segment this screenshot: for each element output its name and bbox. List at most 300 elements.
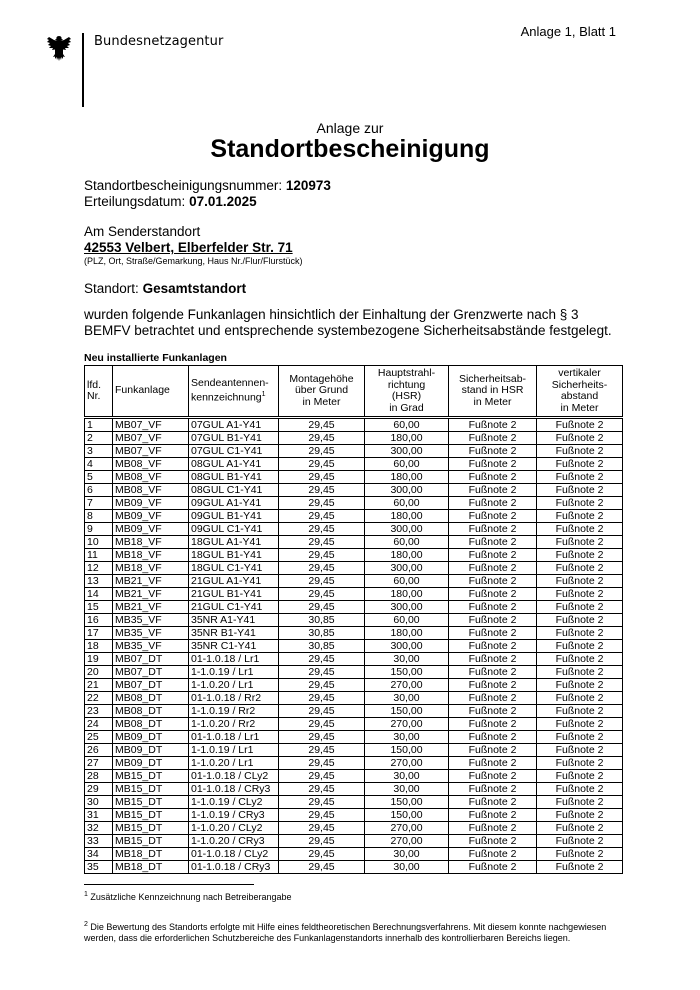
cell-nr: 4 bbox=[85, 458, 113, 471]
cell-kennzeichnung: 01-1.0.18 / CLy2 bbox=[189, 848, 279, 861]
table-row bbox=[85, 692, 623, 705]
cell-kennzeichnung: 07GUL B1-Y41 bbox=[189, 432, 279, 445]
cell-hoehe: 29,45 bbox=[279, 471, 365, 484]
cell-kennzeichnung: 21GUL B1-Y41 bbox=[189, 588, 279, 601]
cell-anlage: MB18_VF bbox=[113, 549, 189, 562]
table-row bbox=[85, 588, 623, 601]
site-block bbox=[84, 224, 303, 267]
cell-hsr: 270,00 bbox=[365, 679, 449, 692]
footnote-2 bbox=[84, 919, 624, 944]
title-prefix: Anlage zur bbox=[316, 120, 384, 136]
table-row bbox=[85, 705, 623, 718]
cell-hsr: 300,00 bbox=[365, 523, 449, 536]
col-header-kenn-line1: Sendeantennen- bbox=[191, 376, 269, 389]
cell-hoehe: 29,45 bbox=[279, 757, 365, 770]
standort-line bbox=[84, 281, 246, 296]
cell-sicherheitsabstand: Fußnote 2 bbox=[449, 757, 537, 770]
cell-kennzeichnung: 08GUL C1-Y41 bbox=[189, 484, 279, 497]
table-row bbox=[85, 510, 623, 523]
cell-nr: 19 bbox=[85, 653, 113, 666]
cell-anlage: MB15_DT bbox=[113, 809, 189, 822]
cell-hoehe: 29,45 bbox=[279, 692, 365, 705]
cell-anlage: MB09_VF bbox=[113, 510, 189, 523]
cell-nr: 10 bbox=[85, 536, 113, 549]
cell-hoehe: 29,45 bbox=[279, 848, 365, 861]
cell-hsr: 150,00 bbox=[365, 666, 449, 679]
col-header-hoehe-line2: über Grund bbox=[294, 384, 349, 397]
cell-kennzeichnung: 01-1.0.18 / CRy3 bbox=[189, 783, 279, 796]
cell-sicherheitsabstand: Fußnote 2 bbox=[449, 770, 537, 783]
issue-date-label: Erteilungsdatum: bbox=[84, 194, 186, 209]
table-row bbox=[85, 666, 623, 679]
cell-hoehe: 29,45 bbox=[279, 861, 365, 874]
cell-nr: 1 bbox=[85, 418, 113, 432]
cell-hoehe: 29,45 bbox=[279, 562, 365, 575]
cell-hsr: 30,00 bbox=[365, 653, 449, 666]
cell-vertikal: Fußnote 2 bbox=[537, 458, 623, 471]
cell-kennzeichnung: 1-1.0.19 / CLy2 bbox=[189, 796, 279, 809]
cell-sicherheitsabstand: Fußnote 2 bbox=[449, 432, 537, 445]
cell-sicherheitsabstand: Fußnote 2 bbox=[449, 744, 537, 757]
cell-hsr: 300,00 bbox=[365, 601, 449, 614]
cell-kennzeichnung: 1-1.0.20 / CLy2 bbox=[189, 822, 279, 835]
cell-hsr: 270,00 bbox=[365, 718, 449, 731]
table-body bbox=[85, 418, 623, 874]
cell-hoehe: 29,45 bbox=[279, 783, 365, 796]
cell-vertikal: Fußnote 2 bbox=[537, 549, 623, 562]
cell-nr: 23 bbox=[85, 705, 113, 718]
cell-anlage: MB15_DT bbox=[113, 796, 189, 809]
cell-hoehe: 29,45 bbox=[279, 718, 365, 731]
cell-anlage: MB35_VF bbox=[113, 640, 189, 653]
cell-kennzeichnung: 18GUL C1-Y41 bbox=[189, 562, 279, 575]
footnote-1-text: Zusätzliche Kennzeichnung nach Betreiberangabe bbox=[90, 892, 292, 902]
cell-nr: 24 bbox=[85, 718, 113, 731]
table-row bbox=[85, 796, 623, 809]
cell-anlage: MB09_DT bbox=[113, 744, 189, 757]
cell-nr: 18 bbox=[85, 640, 113, 653]
footnote-2-text: Die Bewertung des Standorts erfolgte mit Hilfe eines feldtheoretischen Berechnungsverfahrens. Mit diesem konnte nachgewiesen werden, dass die erforderlichen Schutzbereiche des Funkanlagenstandorts innerhalb des kontrollierbaren Bereichs liegen. bbox=[84, 922, 607, 943]
col-header-nr bbox=[85, 366, 113, 418]
col-header-sicherheitsabstand bbox=[449, 366, 537, 418]
col-header-hoehe-line1: Montagehöhe bbox=[289, 372, 354, 385]
col-header-hsr-line1: Hauptstrahl- bbox=[377, 367, 436, 379]
cell-vertikal: Fußnote 2 bbox=[537, 497, 623, 510]
table-row bbox=[85, 653, 623, 666]
cell-hsr: 300,00 bbox=[365, 562, 449, 575]
table-row bbox=[85, 848, 623, 861]
cell-kennzeichnung: 08GUL A1-Y41 bbox=[189, 458, 279, 471]
cell-sicherheitsabstand: Fußnote 2 bbox=[449, 497, 537, 510]
cell-nr: 25 bbox=[85, 731, 113, 744]
cell-anlage: MB21_VF bbox=[113, 575, 189, 588]
annex-reference: Anlage 1, Blatt 1 bbox=[520, 24, 616, 39]
cell-sicherheitsabstand: Fußnote 2 bbox=[449, 848, 537, 861]
cell-vertikal: Fußnote 2 bbox=[537, 510, 623, 523]
cell-hsr: 60,00 bbox=[365, 575, 449, 588]
cell-vertikal: Fußnote 2 bbox=[537, 835, 623, 848]
cell-hsr: 150,00 bbox=[365, 796, 449, 809]
cell-sicherheitsabstand: Fußnote 2 bbox=[449, 614, 537, 627]
cell-kennzeichnung: 35NR A1-Y41 bbox=[189, 614, 279, 627]
cell-anlage: MB21_VF bbox=[113, 588, 189, 601]
cell-anlage: MB07_VF bbox=[113, 418, 189, 432]
cell-vertikal: Fußnote 2 bbox=[537, 575, 623, 588]
cell-hsr: 300,00 bbox=[365, 640, 449, 653]
footnote-1 bbox=[84, 891, 292, 902]
cell-vertikal: Fußnote 2 bbox=[537, 731, 623, 744]
cell-hoehe: 29,45 bbox=[279, 445, 365, 458]
cell-hsr: 150,00 bbox=[365, 705, 449, 718]
cell-kennzeichnung: 01-1.0.18 / Rr2 bbox=[189, 692, 279, 705]
cell-anlage: MB07_DT bbox=[113, 679, 189, 692]
issue-date-line bbox=[84, 194, 331, 210]
table-row bbox=[85, 562, 623, 575]
table-row bbox=[85, 575, 623, 588]
cell-nr: 11 bbox=[85, 549, 113, 562]
certificate-meta bbox=[84, 178, 331, 210]
cell-kennzeichnung: 1-1.0.20 / Rr2 bbox=[189, 718, 279, 731]
cell-sicherheitsabstand: Fußnote 2 bbox=[449, 562, 537, 575]
cell-anlage: MB08_VF bbox=[113, 484, 189, 497]
table-row bbox=[85, 432, 623, 445]
cell-hsr: 60,00 bbox=[365, 418, 449, 432]
site-address: 42553 Velbert, Elberfelder Str. 71 bbox=[84, 240, 293, 255]
table-row bbox=[85, 640, 623, 653]
cell-sicherheitsabstand: Fußnote 2 bbox=[449, 536, 537, 549]
cell-nr: 33 bbox=[85, 835, 113, 848]
cell-hoehe: 29,45 bbox=[279, 796, 365, 809]
cell-kennzeichnung: 18GUL A1-Y41 bbox=[189, 536, 279, 549]
radio-installations-table bbox=[84, 365, 623, 874]
cell-anlage: MB15_DT bbox=[113, 770, 189, 783]
intro-paragraph: wurden folgende Funkanlagen hinsichtlich der Einhaltung der Grenzwerte nach § 3 BEMFV betrachtet und entsprechende systembezogene Sicherheitsabstände festgelegt. bbox=[84, 307, 612, 338]
cell-kennzeichnung: 35NR C1-Y41 bbox=[189, 640, 279, 653]
cell-nr: 6 bbox=[85, 484, 113, 497]
col-header-vert-line1: vertikaler bbox=[558, 367, 601, 379]
cell-nr: 13 bbox=[85, 575, 113, 588]
certificate-number-line bbox=[84, 178, 331, 194]
cell-nr: 28 bbox=[85, 770, 113, 783]
col-header-hsr-line3: (HSR) bbox=[391, 390, 422, 402]
cell-vertikal: Fußnote 2 bbox=[537, 432, 623, 445]
table-row bbox=[85, 731, 623, 744]
cell-hsr: 30,00 bbox=[365, 770, 449, 783]
cell-sicherheitsabstand: Fußnote 2 bbox=[449, 718, 537, 731]
cell-sicherheitsabstand: Fußnote 2 bbox=[449, 653, 537, 666]
federal-eagle-icon bbox=[46, 34, 72, 64]
table-row bbox=[85, 458, 623, 471]
col-header-kennzeichnung bbox=[189, 366, 279, 418]
cell-vertikal: Fußnote 2 bbox=[537, 418, 623, 432]
cell-hsr: 30,00 bbox=[365, 692, 449, 705]
cell-sicherheitsabstand: Fußnote 2 bbox=[449, 666, 537, 679]
col-header-sich-line2: stand in HSR bbox=[461, 384, 524, 397]
cell-hoehe: 29,45 bbox=[279, 835, 365, 848]
cell-sicherheitsabstand: Fußnote 2 bbox=[449, 640, 537, 653]
cell-kennzeichnung: 07GUL C1-Y41 bbox=[189, 445, 279, 458]
cell-anlage: MB18_DT bbox=[113, 861, 189, 874]
cell-hsr: 150,00 bbox=[365, 744, 449, 757]
cell-hoehe: 29,45 bbox=[279, 653, 365, 666]
cell-hoehe: 29,45 bbox=[279, 458, 365, 471]
cell-hsr: 60,00 bbox=[365, 614, 449, 627]
table-row bbox=[85, 523, 623, 536]
cell-anlage: MB07_VF bbox=[113, 432, 189, 445]
table-row bbox=[85, 835, 623, 848]
cell-kennzeichnung: 09GUL C1-Y41 bbox=[189, 523, 279, 536]
cell-hsr: 180,00 bbox=[365, 627, 449, 640]
cell-anlage: MB09_DT bbox=[113, 731, 189, 744]
cell-nr: 32 bbox=[85, 822, 113, 835]
cell-vertikal: Fußnote 2 bbox=[537, 770, 623, 783]
cell-nr: 5 bbox=[85, 471, 113, 484]
col-header-sich-line1: Sicherheitsab- bbox=[458, 372, 527, 385]
cell-hoehe: 29,45 bbox=[279, 523, 365, 536]
cell-anlage: MB08_DT bbox=[113, 692, 189, 705]
cell-nr: 27 bbox=[85, 757, 113, 770]
cell-hoehe: 30,85 bbox=[279, 627, 365, 640]
cell-hoehe: 29,45 bbox=[279, 588, 365, 601]
certificate-number: 120973 bbox=[285, 178, 331, 193]
cell-anlage: MB18_DT bbox=[113, 848, 189, 861]
table-row bbox=[85, 549, 623, 562]
cell-nr: 12 bbox=[85, 562, 113, 575]
cell-sicherheitsabstand: Fußnote 2 bbox=[449, 588, 537, 601]
cell-vertikal: Fußnote 2 bbox=[537, 601, 623, 614]
col-header-hsr-line2: richtung bbox=[387, 378, 426, 391]
cell-nr: 21 bbox=[85, 679, 113, 692]
cell-kennzeichnung: 1-1.0.19 / Lr1 bbox=[189, 744, 279, 757]
cell-vertikal: Fußnote 2 bbox=[537, 861, 623, 874]
footnote-1-number: 1 bbox=[84, 891, 88, 898]
cell-sicherheitsabstand: Fußnote 2 bbox=[449, 523, 537, 536]
cell-sicherheitsabstand: Fußnote 2 bbox=[449, 861, 537, 874]
cell-vertikal: Fußnote 2 bbox=[537, 679, 623, 692]
cell-sicherheitsabstand: Fußnote 2 bbox=[449, 796, 537, 809]
cell-nr: 15 bbox=[85, 601, 113, 614]
col-header-vert-line3: abstand bbox=[560, 390, 599, 402]
cell-nr: 22 bbox=[85, 692, 113, 705]
cell-sicherheitsabstand: Fußnote 2 bbox=[449, 809, 537, 822]
cell-hoehe: 29,45 bbox=[279, 601, 365, 614]
cell-hsr: 180,00 bbox=[365, 432, 449, 445]
cell-hoehe: 29,45 bbox=[279, 731, 365, 744]
cell-vertikal: Fußnote 2 bbox=[537, 705, 623, 718]
table-row bbox=[85, 757, 623, 770]
cell-anlage: MB07_DT bbox=[113, 666, 189, 679]
cell-hsr: 30,00 bbox=[365, 731, 449, 744]
cell-vertikal: Fußnote 2 bbox=[537, 588, 623, 601]
col-header-hsr-line4: in Grad bbox=[389, 401, 424, 414]
cell-hsr: 60,00 bbox=[365, 536, 449, 549]
cell-anlage: MB08_VF bbox=[113, 471, 189, 484]
cell-hsr: 180,00 bbox=[365, 471, 449, 484]
cell-hoehe: 29,45 bbox=[279, 705, 365, 718]
cell-nr: 29 bbox=[85, 783, 113, 796]
cell-anlage: MB09_VF bbox=[113, 523, 189, 536]
cell-sicherheitsabstand: Fußnote 2 bbox=[449, 575, 537, 588]
cell-kennzeichnung: 1-1.0.20 / Lr1 bbox=[189, 757, 279, 770]
cell-kennzeichnung: 08GUL B1-Y41 bbox=[189, 471, 279, 484]
cell-anlage: MB15_DT bbox=[113, 835, 189, 848]
table-title: Neu installierte Funkanlagen bbox=[84, 352, 227, 364]
cell-sicherheitsabstand: Fußnote 2 bbox=[449, 627, 537, 640]
cell-kennzeichnung: 01-1.0.18 / CLy2 bbox=[189, 770, 279, 783]
footnote-1-marker: 1 bbox=[261, 391, 266, 399]
site-address-hint: (PLZ, Ort, Straße/Gemarkung, Haus Nr./Flur/Flurstück) bbox=[84, 256, 303, 266]
cell-anlage: MB35_VF bbox=[113, 614, 189, 627]
cell-kennzeichnung: 1-1.0.20 / Lr1 bbox=[189, 679, 279, 692]
standort-label: Standort: bbox=[84, 281, 139, 296]
cell-hoehe: 29,45 bbox=[279, 679, 365, 692]
cell-vertikal: Fußnote 2 bbox=[537, 809, 623, 822]
table-row bbox=[85, 601, 623, 614]
cell-anlage: MB09_VF bbox=[113, 497, 189, 510]
cell-anlage: MB08_DT bbox=[113, 718, 189, 731]
footnote-divider bbox=[84, 884, 254, 885]
cell-sicherheitsabstand: Fußnote 2 bbox=[449, 835, 537, 848]
footnote-2-number: 2 bbox=[84, 921, 88, 928]
cell-kennzeichnung: 21GUL A1-Y41 bbox=[189, 575, 279, 588]
cell-kennzeichnung: 1-1.0.19 / CRy3 bbox=[189, 809, 279, 822]
col-header-vertikal bbox=[537, 366, 623, 418]
cell-hsr: 180,00 bbox=[365, 510, 449, 523]
cell-hsr: 60,00 bbox=[365, 458, 449, 471]
cell-hsr: 180,00 bbox=[365, 588, 449, 601]
cell-hoehe: 29,45 bbox=[279, 809, 365, 822]
cell-hoehe: 29,45 bbox=[279, 666, 365, 679]
cell-anlage: MB15_DT bbox=[113, 822, 189, 835]
table-row bbox=[85, 861, 623, 874]
cell-anlage: MB35_VF bbox=[113, 627, 189, 640]
certificate-number-label: Standortbescheinigungsnummer: bbox=[84, 178, 283, 193]
cell-vertikal: Fußnote 2 bbox=[537, 484, 623, 497]
cell-kennzeichnung: 35NR B1-Y41 bbox=[189, 627, 279, 640]
cell-kennzeichnung: 07GUL A1-Y41 bbox=[189, 418, 279, 432]
standort-value: Gesamtstandort bbox=[142, 281, 247, 296]
cell-hoehe: 29,45 bbox=[279, 536, 365, 549]
cell-anlage: MB08_DT bbox=[113, 705, 189, 718]
cell-sicherheitsabstand: Fußnote 2 bbox=[449, 484, 537, 497]
cell-hoehe: 29,45 bbox=[279, 497, 365, 510]
col-header-kenn-line2: kennzeichnung bbox=[191, 391, 262, 404]
cell-hoehe: 29,45 bbox=[279, 484, 365, 497]
cell-hoehe: 29,45 bbox=[279, 510, 365, 523]
cell-hsr: 180,00 bbox=[365, 549, 449, 562]
col-header-hsr bbox=[365, 366, 449, 418]
site-label: Am Senderstandort bbox=[84, 224, 201, 239]
cell-vertikal: Fußnote 2 bbox=[537, 692, 623, 705]
agency-name: Bundesnetzagentur bbox=[94, 34, 224, 49]
col-header-anlage-label: Funkanlage bbox=[115, 384, 170, 397]
cell-nr: 17 bbox=[85, 627, 113, 640]
cell-vertikal: Fußnote 2 bbox=[537, 718, 623, 731]
cell-hsr: 30,00 bbox=[365, 848, 449, 861]
cell-nr: 30 bbox=[85, 796, 113, 809]
cell-sicherheitsabstand: Fußnote 2 bbox=[449, 471, 537, 484]
cell-vertikal: Fußnote 2 bbox=[537, 523, 623, 536]
cell-kennzeichnung: 1-1.0.20 / CRy3 bbox=[189, 835, 279, 848]
cell-nr: 3 bbox=[85, 445, 113, 458]
cell-hoehe: 30,85 bbox=[279, 614, 365, 627]
cell-hoehe: 29,45 bbox=[279, 744, 365, 757]
cell-anlage: MB21_VF bbox=[113, 601, 189, 614]
cell-anlage: MB15_DT bbox=[113, 783, 189, 796]
cell-hsr: 60,00 bbox=[365, 497, 449, 510]
cell-kennzeichnung: 01-1.0.18 / CRy3 bbox=[189, 861, 279, 874]
issue-date: 07.01.2025 bbox=[189, 194, 257, 209]
cell-hsr: 30,00 bbox=[365, 861, 449, 874]
cell-vertikal: Fußnote 2 bbox=[537, 653, 623, 666]
table-row bbox=[85, 471, 623, 484]
cell-kennzeichnung: 09GUL B1-Y41 bbox=[189, 510, 279, 523]
cell-vertikal: Fußnote 2 bbox=[537, 640, 623, 653]
cell-hoehe: 29,45 bbox=[279, 575, 365, 588]
col-header-hoehe-line3: in Meter bbox=[302, 395, 341, 408]
cell-vertikal: Fußnote 2 bbox=[537, 783, 623, 796]
cell-hoehe: 29,45 bbox=[279, 418, 365, 432]
cell-kennzeichnung: 21GUL C1-Y41 bbox=[189, 601, 279, 614]
cell-vertikal: Fußnote 2 bbox=[537, 562, 623, 575]
col-header-sich-line3: in Meter bbox=[473, 395, 512, 408]
cell-vertikal: Fußnote 2 bbox=[537, 796, 623, 809]
cell-vertikal: Fußnote 2 bbox=[537, 848, 623, 861]
table-row bbox=[85, 744, 623, 757]
cell-hoehe: 29,45 bbox=[279, 822, 365, 835]
cell-anlage: MB09_DT bbox=[113, 757, 189, 770]
cell-sicherheitsabstand: Fußnote 2 bbox=[449, 445, 537, 458]
table-row bbox=[85, 627, 623, 640]
cell-vertikal: Fußnote 2 bbox=[537, 627, 623, 640]
cell-vertikal: Fußnote 2 bbox=[537, 445, 623, 458]
cell-hsr: 300,00 bbox=[365, 445, 449, 458]
cell-sicherheitsabstand: Fußnote 2 bbox=[449, 822, 537, 835]
cell-sicherheitsabstand: Fußnote 2 bbox=[449, 549, 537, 562]
cell-vertikal: Fußnote 2 bbox=[537, 471, 623, 484]
table-row bbox=[85, 783, 623, 796]
cell-nr: 9 bbox=[85, 523, 113, 536]
table-row bbox=[85, 497, 623, 510]
cell-sicherheitsabstand: Fußnote 2 bbox=[449, 692, 537, 705]
table-row bbox=[85, 822, 623, 835]
cell-nr: 35 bbox=[85, 861, 113, 874]
cell-kennzeichnung: 1-1.0.19 / Lr1 bbox=[189, 666, 279, 679]
cell-sicherheitsabstand: Fußnote 2 bbox=[449, 510, 537, 523]
logo-divider bbox=[82, 33, 84, 107]
cell-hoehe: 29,45 bbox=[279, 549, 365, 562]
col-header-nr-line2: Nr. bbox=[87, 390, 101, 402]
cell-hoehe: 29,45 bbox=[279, 432, 365, 445]
cell-hsr: 150,00 bbox=[365, 809, 449, 822]
table-row bbox=[85, 536, 623, 549]
col-header-anlage bbox=[113, 366, 189, 418]
cell-sicherheitsabstand: Fußnote 2 bbox=[449, 679, 537, 692]
cell-nr: 2 bbox=[85, 432, 113, 445]
cell-vertikal: Fußnote 2 bbox=[537, 536, 623, 549]
cell-anlage: MB07_VF bbox=[113, 445, 189, 458]
cell-hoehe: 29,45 bbox=[279, 770, 365, 783]
cell-anlage: MB08_VF bbox=[113, 458, 189, 471]
cell-anlage: MB18_VF bbox=[113, 536, 189, 549]
cell-vertikal: Fußnote 2 bbox=[537, 822, 623, 835]
cell-sicherheitsabstand: Fußnote 2 bbox=[449, 705, 537, 718]
cell-nr: 31 bbox=[85, 809, 113, 822]
cell-nr: 34 bbox=[85, 848, 113, 861]
cell-sicherheitsabstand: Fußnote 2 bbox=[449, 601, 537, 614]
cell-nr: 20 bbox=[85, 666, 113, 679]
cell-nr: 16 bbox=[85, 614, 113, 627]
